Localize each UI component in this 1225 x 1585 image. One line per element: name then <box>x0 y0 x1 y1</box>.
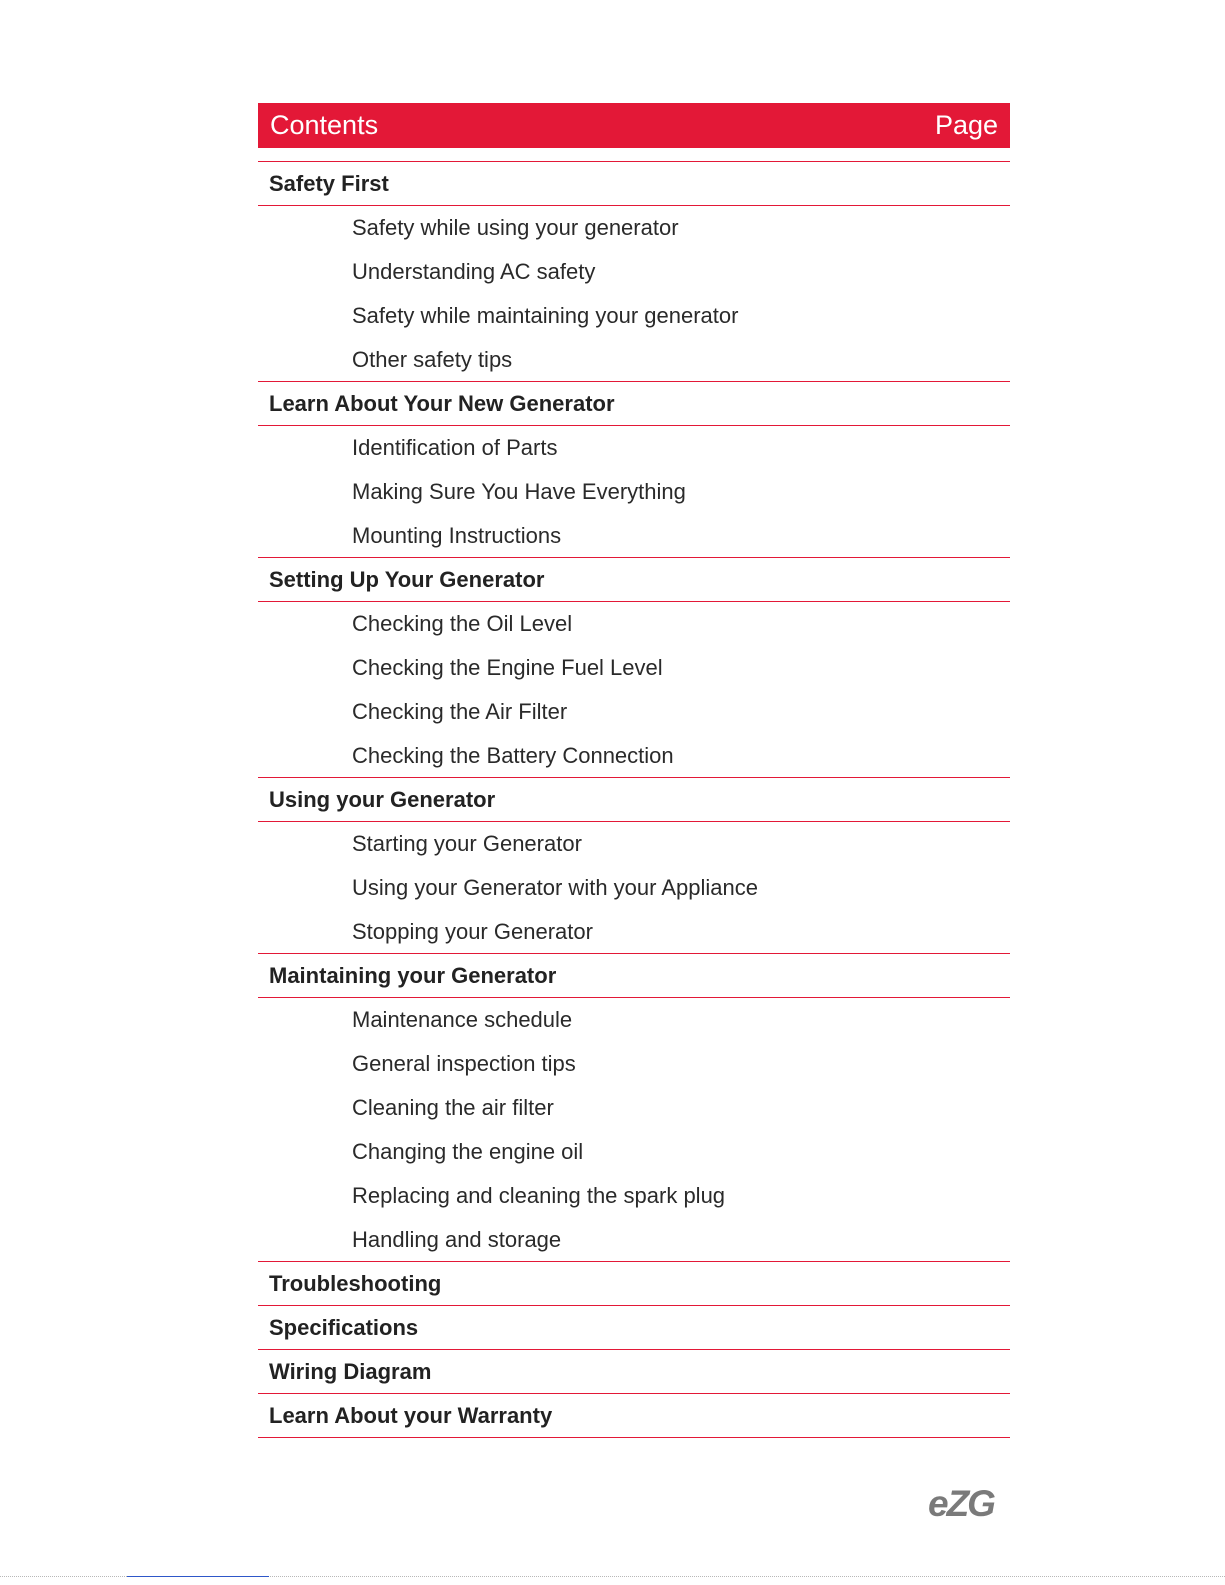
toc-section-heading[interactable]: Specifications <box>258 1306 1010 1350</box>
toc-section-heading[interactable]: Maintaining your Generator <box>258 954 1010 998</box>
toc-body <box>258 162 1010 1438</box>
toc-subsection-item[interactable]: Checking the Oil Level <box>352 611 573 636</box>
toc-subsection-item[interactable]: Checking the Battery Connection <box>258 734 1010 778</box>
footer-link-underline <box>127 1576 269 1577</box>
toc-subsection-item[interactable]: Understanding AC safety <box>352 259 596 284</box>
toc-subsection-item[interactable]: Starting your Generator <box>352 831 582 856</box>
toc-subsection-list <box>258 426 1010 558</box>
toc-subsection-item[interactable]: Using your Generator with your Appliance <box>352 875 758 900</box>
toc-subsection-item[interactable]: General inspection tips <box>352 1051 576 1076</box>
toc-subsection-item[interactable]: Maintenance schedule <box>352 1007 573 1032</box>
toc-section-heading[interactable]: Learn About Your New Generator <box>258 382 1010 426</box>
toc-subsection-list <box>258 998 1010 1262</box>
page-column-label: Page <box>934 110 998 140</box>
toc-subsection-item[interactable]: Changing the engine oil <box>352 1139 584 1164</box>
contents-header-bar <box>258 103 1010 148</box>
toc-subsection-item[interactable]: Cleaning the air filter <box>352 1095 554 1120</box>
toc-subsection-item[interactable]: Other safety tips <box>258 338 1010 382</box>
toc-section-heading[interactable]: Setting Up Your Generator <box>258 558 1010 602</box>
toc-section-heading[interactable]: Using your Generator <box>258 778 1010 822</box>
toc-section-heading[interactable]: Troubleshooting <box>258 1262 1010 1306</box>
toc-subsection-list <box>258 602 1010 778</box>
contents-title: Contents <box>270 110 379 140</box>
toc-section-heading[interactable]: Wiring Diagram <box>258 1350 1010 1394</box>
toc-subsection-item[interactable]: Replacing and cleaning the spark plug <box>352 1183 726 1208</box>
toc-subsection-list <box>258 822 1010 954</box>
toc-subsection-item[interactable]: Handling and storage <box>258 1218 1010 1262</box>
toc-subsection-item[interactable]: Safety while maintaining your generator <box>352 303 739 328</box>
toc-section-heading[interactable]: Safety First <box>258 162 1010 206</box>
toc-section-heading[interactable]: Learn About your Warranty <box>258 1394 1010 1438</box>
toc-subsection-item[interactable]: Making Sure You Have Everything <box>352 479 686 504</box>
header-divider <box>258 148 1010 162</box>
toc-subsection-item[interactable]: Safety while using your generator <box>352 215 679 240</box>
toc-subsection-item[interactable]: Checking the Air Filter <box>352 699 568 724</box>
table-of-contents <box>258 103 1010 1438</box>
toc-subsection-item[interactable]: Stopping your Generator <box>258 910 1010 954</box>
toc-subsection-item[interactable]: Checking the Engine Fuel Level <box>352 655 663 680</box>
ezg-logo: eZG <box>928 1483 994 1524</box>
toc-subsection-item[interactable]: Identification of Parts <box>352 435 558 460</box>
toc-subsection-item[interactable]: Mounting Instructions <box>258 514 1010 558</box>
toc-subsection-list <box>258 206 1010 382</box>
